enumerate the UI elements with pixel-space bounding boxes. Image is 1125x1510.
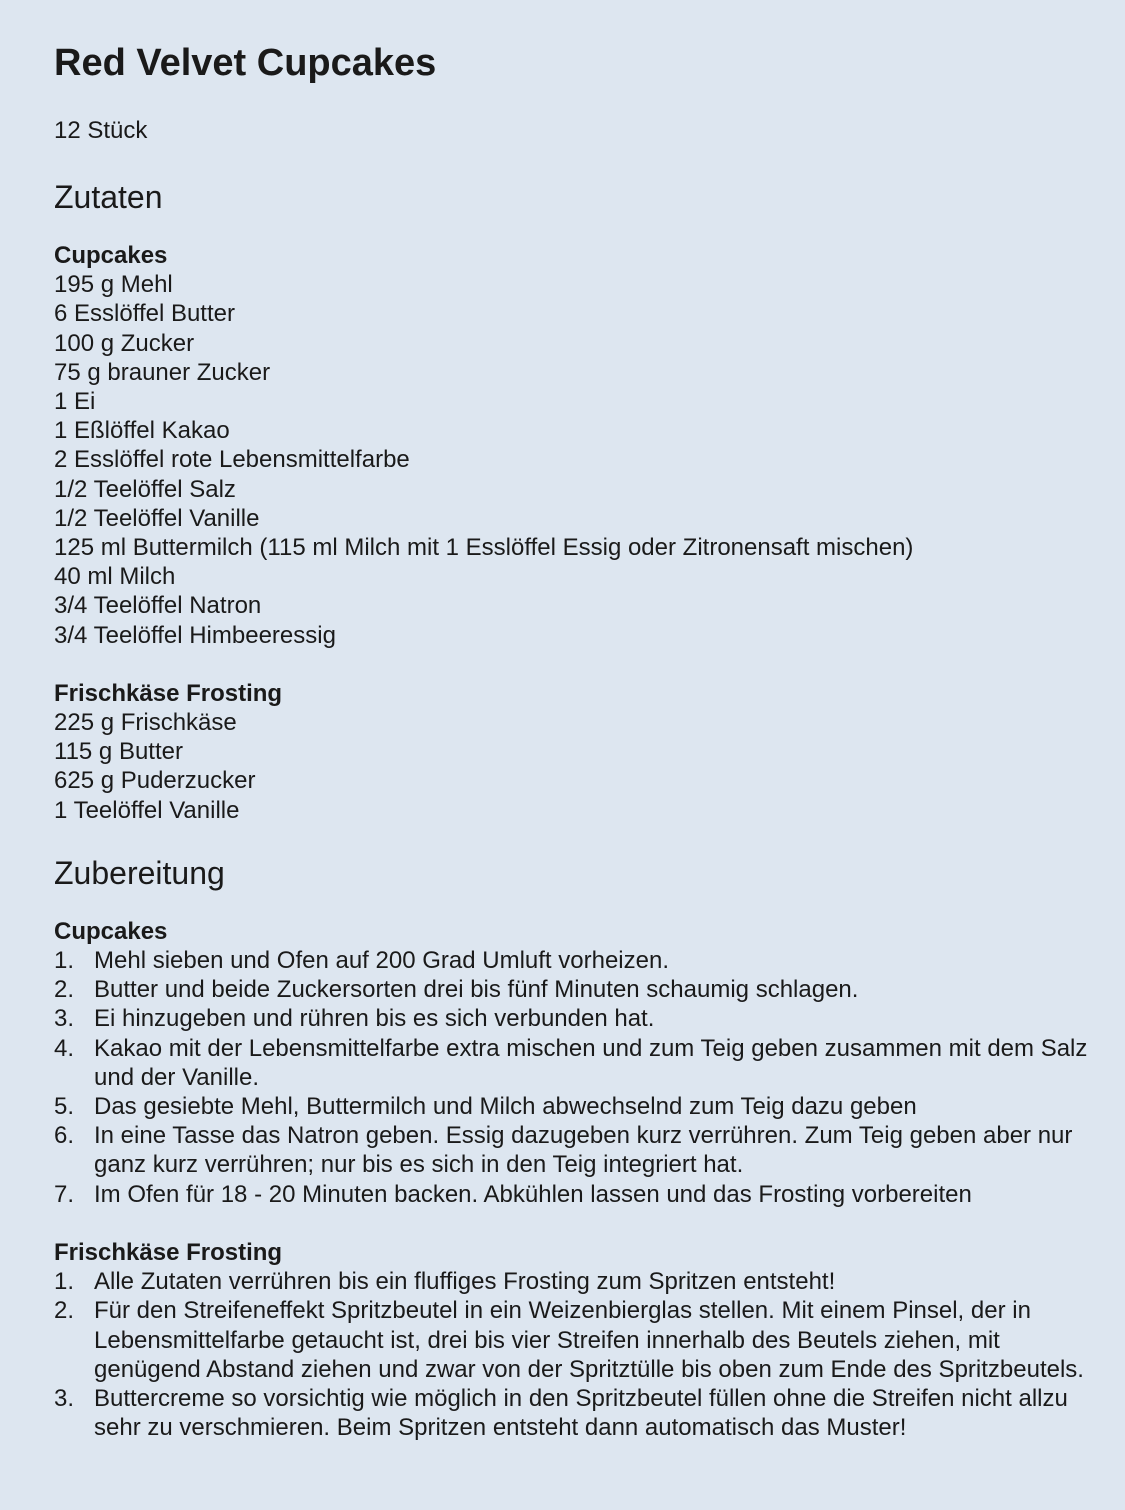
- step-number: 4.: [54, 1034, 75, 1062]
- step-text: Im Ofen für 18 - 20 Minuten backen. Abkühlen lassen und das Frosting vorbereiten: [94, 1180, 972, 1208]
- step-text: Ei hinzugeben und rühren bis es sich verbunden hat.: [94, 1005, 655, 1033]
- step-number: 2.: [54, 976, 75, 1004]
- step-text: Mehl sieben und Ofen auf 200 Grad Umluft vorheizen.: [94, 947, 669, 975]
- ingredients-cupcakes-list: [54, 270, 1104, 650]
- ingredients-heading: Zutaten: [54, 179, 163, 215]
- ingredient-item: 1/2 Teelöffel Vanille: [54, 504, 260, 532]
- step-number: 7.: [54, 1180, 75, 1208]
- preparation-cupcakes-steps: [54, 946, 1104, 1209]
- ingredient-item: 75 g brauner Zucker: [54, 358, 271, 386]
- recipe-page: [54, 38, 1104, 1442]
- step-text: In eine Tasse das Natron geben. Essig dazugeben kurz verrühren. Zum Teig geben aber nur ganz kurz verrühren; nur bis es sich in den Teig integriert hat.: [94, 1122, 1073, 1179]
- preparation-frosting-steps: [54, 1267, 1104, 1442]
- step-item: [54, 1092, 1104, 1121]
- step-number: 2.: [54, 1297, 75, 1325]
- step-number: 5.: [54, 1093, 75, 1121]
- ingredient-item: 225 g Frischkäse: [54, 709, 237, 737]
- ingredient-item: 625 g Puderzucker: [54, 767, 256, 795]
- preparation-cupcakes-title: Cupcakes: [54, 917, 168, 945]
- preparation-heading: Zubereitung: [54, 854, 225, 891]
- step-number: 1.: [54, 947, 75, 975]
- step-text: Kakao mit der Lebensmittelfarbe extra mischen und zum Teig geben zusammen mit dem Salz und der Vanille.: [94, 1034, 1088, 1091]
- step-item: [54, 946, 1104, 975]
- ingredients-frosting-title: Frischkäse Frosting: [54, 679, 283, 707]
- recipe-yield: 12 Stück: [54, 117, 148, 144]
- step-text: Butter und beide Zuckersorten drei bis fünf Minuten schaumig schlagen.: [94, 976, 859, 1004]
- ingredient-item: 3/4 Teelöffel Himbeeressig: [54, 621, 336, 649]
- step-item: [54, 975, 1104, 1004]
- step-item: [54, 1296, 1104, 1384]
- recipe-title: Red Velvet Cupcakes: [54, 42, 437, 84]
- ingredient-item: 1/2 Teelöffel Salz: [54, 475, 236, 503]
- step-text: Alle Zutaten verrühren bis ein fluffiges Frosting zum Spritzen entsteht!: [94, 1268, 836, 1296]
- ingredient-item: 3/4 Teelöffel Natron: [54, 592, 262, 620]
- ingredient-item: 1 Ei: [54, 388, 96, 416]
- ingredient-item: 2 Esslöffel rote Lebensmittelfarbe: [54, 446, 410, 474]
- ingredients-cupcakes-title: Cupcakes: [54, 242, 168, 269]
- ingredient-item: 100 g Zucker: [54, 329, 195, 357]
- step-item: [54, 1267, 1104, 1296]
- step-number: 1.: [54, 1268, 75, 1296]
- step-number: 3.: [54, 1384, 75, 1412]
- ingredients-frosting-list: [54, 708, 1104, 825]
- step-text: Das gesiebte Mehl, Buttermilch und Milch abwechselnd zum Teig dazu geben: [94, 1093, 917, 1121]
- step-item: [54, 1121, 1104, 1179]
- ingredient-item: 1 Teelöffel Vanille: [54, 796, 240, 824]
- step-item: [54, 1180, 1104, 1209]
- ingredient-item: 125 ml Buttermilch (115 ml Milch mit 1 Esslöffel Essig oder Zitronensaft mischen): [54, 534, 914, 562]
- step-text: Buttercreme so vorsichtig wie möglich in den Spritzbeutel füllen ohne die Streifen nicht allzu sehr zu verschmieren. Beim Spritzen entsteht dann automatisch das Muster!: [94, 1384, 1068, 1442]
- step-number: 6.: [54, 1122, 75, 1150]
- step-text: Für den Streifeneffekt Spritzbeutel in ein Weizenbierglas stellen. Mit einem Pinsel, der in Lebensmittelfarbe getaucht ist, drei bis vier Streifen innerhalb des Beutels ziehen, mit genügend Abstand ziehen und zwar von der Spritztülle bis oben zum Ende des Spritzbeutels.: [94, 1297, 1084, 1383]
- ingredient-item: 115 g Butter: [54, 738, 183, 766]
- ingredient-item: 1 Eßlöffel Kakao: [54, 417, 230, 445]
- ingredient-item: 6 Esslöffel Butter: [54, 300, 235, 328]
- step-item: [54, 1034, 1104, 1092]
- ingredient-item: 40 ml Milch: [54, 563, 176, 591]
- ingredient-item: 195 g Mehl: [54, 271, 173, 299]
- step-item: [54, 1384, 1104, 1442]
- step-item: [54, 1004, 1104, 1033]
- step-number: 3.: [54, 1005, 75, 1033]
- preparation-frosting-title: Frischkäse Frosting: [54, 1238, 283, 1266]
